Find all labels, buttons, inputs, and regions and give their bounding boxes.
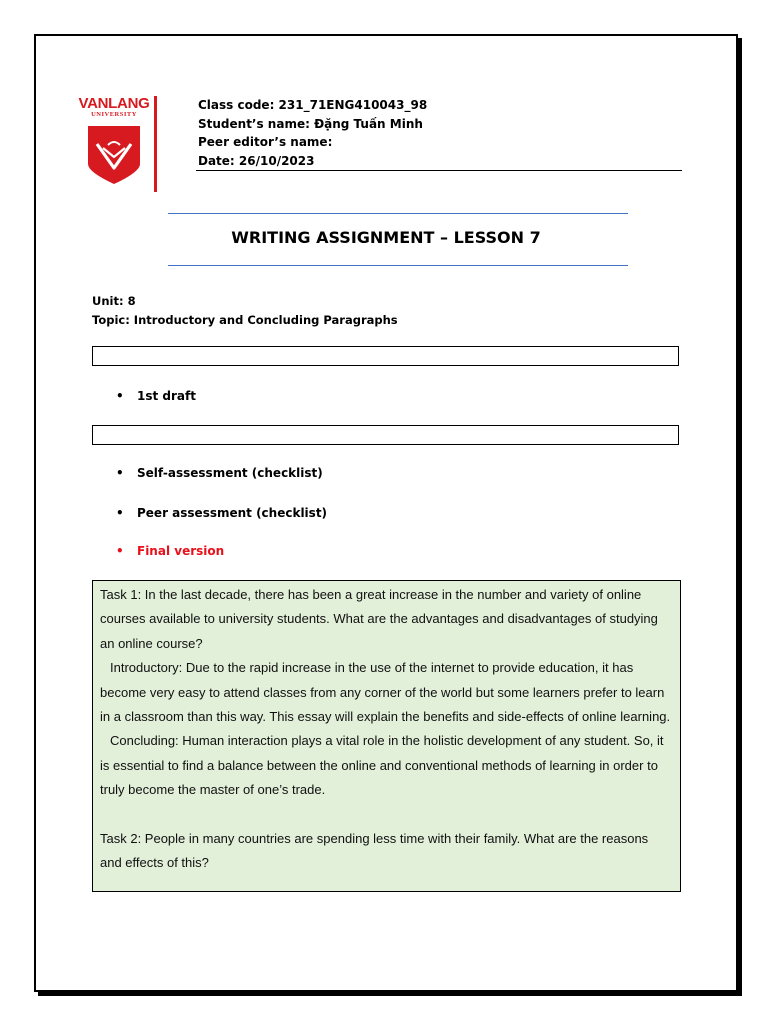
bullet-final-version — [116, 543, 224, 559]
bullet-label: Self-assessment (checklist) — [137, 466, 323, 480]
logo-subtitle: UNIVERSITY — [91, 111, 137, 118]
bullet-label: 1st draft — [137, 389, 196, 403]
bullet-peer-assessment — [116, 505, 327, 521]
task1-prompt: Task 1: In the last decade, there has been a great increase in the number and variety of online courses available to university students. What are the advantages and disadvantages of studying an online course? — [100, 587, 658, 651]
bullet-label: Final version — [137, 544, 225, 558]
class-code: Class code: 231_71ENG410043_98 — [198, 98, 428, 112]
peer-editor-name: Peer editor’s name: — [198, 135, 333, 149]
student-name: Student’s name: Đặng Tuấn Minh — [198, 116, 423, 131]
task1-concluding: Concluding: Human interaction plays a vital role in the holistic development of any student. So, it is essential to find a balance between the online and conventional methods of learning in order to truly become the master of one’s trade. — [100, 733, 664, 798]
bullet-dot-icon: • — [116, 506, 124, 520]
bullet-first-draft — [116, 388, 196, 404]
title-rule-top — [168, 213, 628, 214]
title-rule-bottom — [168, 265, 628, 266]
bullet-self-assessment — [116, 465, 323, 481]
university-logo — [74, 96, 154, 196]
date: Date: 26/10/2023 — [198, 153, 315, 168]
bullet-dot-icon: • — [116, 466, 124, 480]
document-page — [34, 34, 738, 992]
logo-name: VANLANG — [78, 95, 150, 112]
task1-introductory: Introductory: Due to the rapid increase in the use of the internet to provide education, it has become very easy to attend classes from any corner of the world but some learners prefer to learn in a classroom than this way. This essay will explain the benefits and side-effects of online learning. — [100, 660, 671, 725]
bullet-dot-icon: • — [116, 389, 124, 403]
header-info — [198, 96, 427, 170]
final-version-content — [92, 580, 681, 892]
shield-icon — [86, 124, 142, 186]
bullet-dot-icon: • — [116, 544, 124, 558]
logo-divider — [154, 96, 157, 192]
unit-topic — [92, 292, 398, 330]
paragraph-gap — [100, 803, 672, 827]
task2-prompt: Task 2: People in many countries are spending less time with their family. What are the reasons and effects of this? — [100, 830, 649, 871]
header-rule — [196, 170, 682, 171]
empty-box-2 — [92, 425, 679, 445]
unit: Unit: 8 — [92, 294, 136, 308]
empty-box-1 — [92, 346, 679, 366]
bullet-label: Peer assessment (checklist) — [137, 506, 328, 520]
topic: Topic: Introductory and Concluding Paragraphs — [92, 313, 398, 327]
page-title: WRITING ASSIGNMENT – LESSON 7 — [231, 228, 541, 247]
